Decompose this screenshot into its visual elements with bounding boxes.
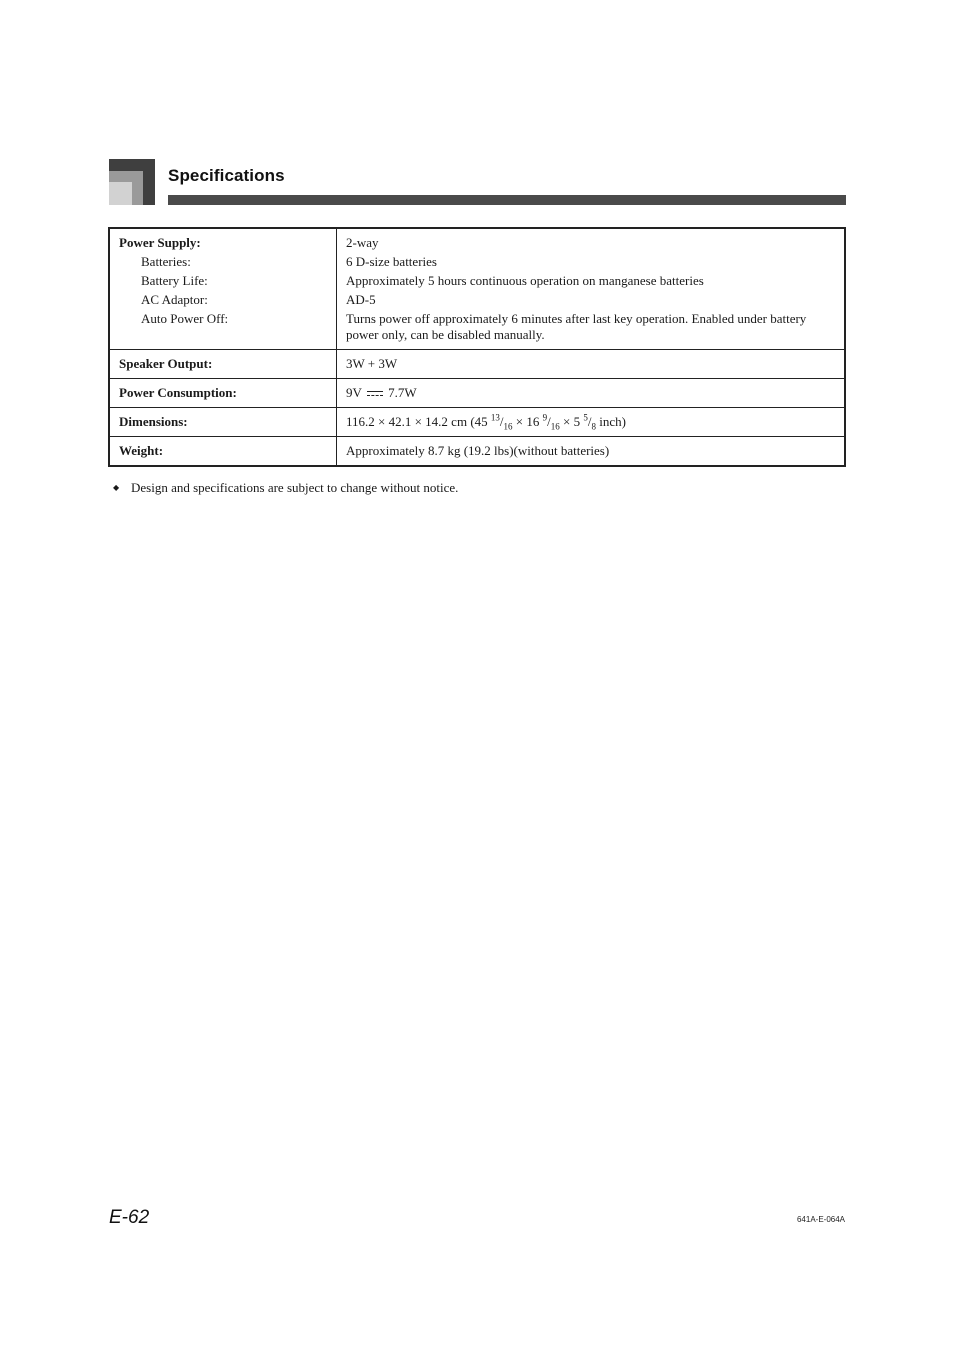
batteries-label: Batteries: [141,254,191,269]
page-number: E-62 [109,1207,150,1228]
auto-power-off-label: Auto Power Off: [141,311,229,326]
document-code: 641A-E-064A [796,1215,845,1224]
power-supply-label: Power Supply: [119,235,201,250]
diamond-bullet-icon: ◆ [113,483,120,492]
table-row-power-consumption [109,379,845,408]
ac-adaptor-label: AC Adaptor: [141,292,208,307]
table-row-dimensions [109,408,845,437]
speaker-output-value: 3W + 3W [337,350,846,379]
page-title: Specifications [168,166,285,185]
dc-symbol-icon [367,389,383,399]
specifications-table [108,227,846,467]
ac-adaptor-value: AD-5 [346,292,376,307]
dimensions-value: 116.2 × 42.1 × 14.2 cm (45 $^{13}/_{16} \times 16$ $^9/_{16} \times 5$ $^5/_8$ inch) [337,408,846,437]
weight-value: Approximately 8.7 kg (19.2 lbs)(without batteries) [337,437,846,467]
power-consumption-voltage: 9V [346,385,362,400]
notice-text: Design and specifications are subject to change without notice. [131,480,459,495]
dimensions-label: Dimensions: [119,414,188,429]
battery-life-value: Approximately 5 hours continuous operation on manganese batteries [346,273,704,288]
table-row-speaker-output [109,350,845,379]
notice-note [113,480,458,496]
power-consumption-label: Power Consumption: [119,385,237,400]
table-row-power-supply [109,228,845,350]
auto-power-off-value: Turns power off approximately 6 minutes after last key operation. Enabled under battery power only, can be disabled manually. [346,311,807,342]
power-supply-value: 2-way [346,235,379,250]
batteries-value: 6 D-size batteries [346,254,437,269]
title-underline-bar [168,195,846,205]
section-emblem [109,159,155,205]
power-consumption-watts: 7.7W [388,385,417,400]
battery-life-label: Battery Life: [141,273,208,288]
weight-label: Weight: [119,443,164,458]
table-row-weight [109,437,845,467]
speaker-output-label: Speaker Output: [119,356,213,371]
